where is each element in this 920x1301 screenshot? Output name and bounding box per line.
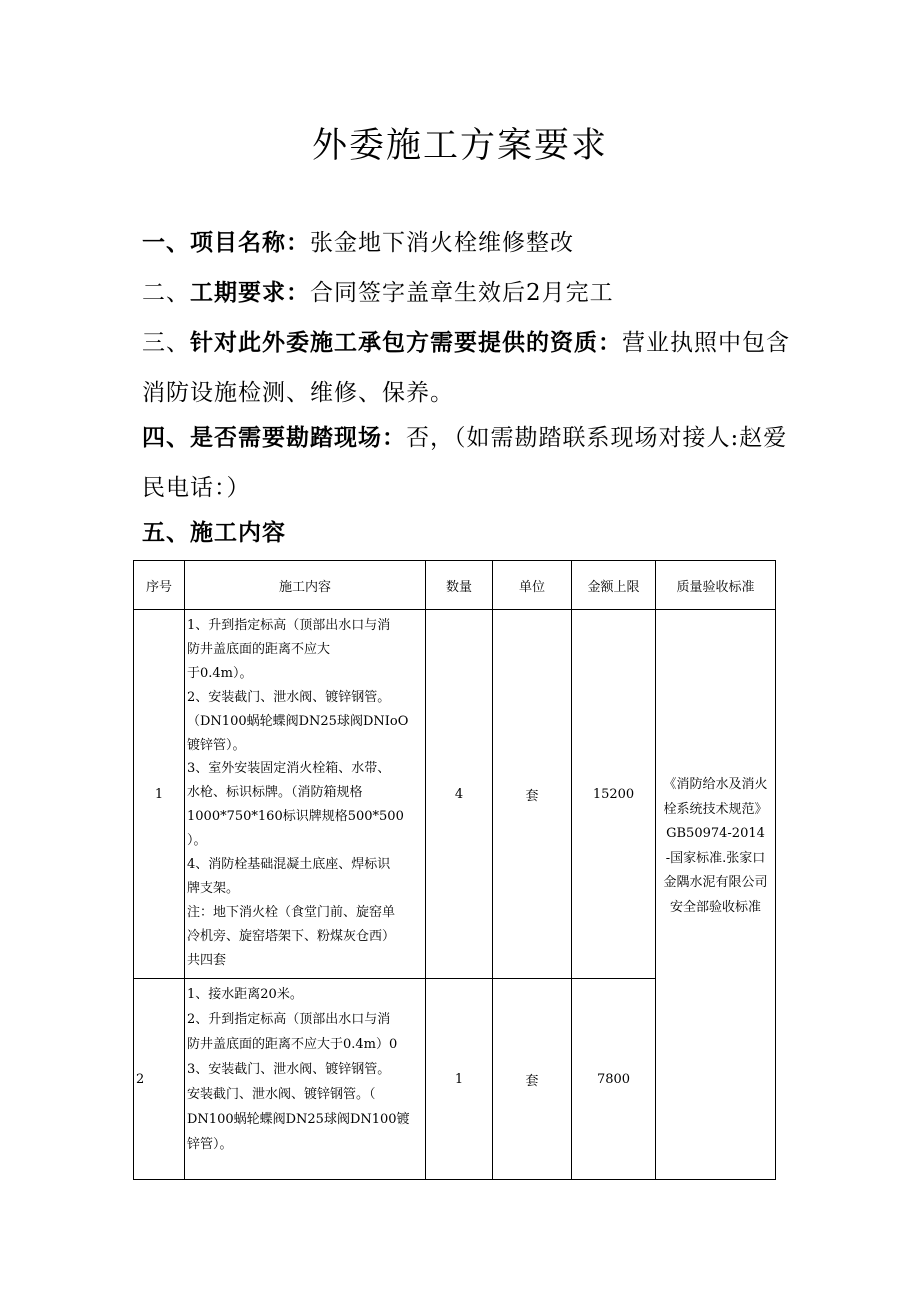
section-label: 针对此外委施工承包方需要提供的资质： xyxy=(190,330,622,356)
section-project-name xyxy=(142,218,802,268)
header-unit: 单位 xyxy=(493,561,572,610)
content-line: 注：地下消火栓（食堂门前、旋窑单 xyxy=(187,904,396,920)
standard-line: 安全部验收标准 xyxy=(669,899,761,915)
content-line: 防井盖底面的距离不应大 xyxy=(187,641,331,657)
standard-line: GB50974-2014 xyxy=(666,826,765,841)
content-line: 防井盖底面的距离不应大于0.4m）0 xyxy=(187,1037,398,1052)
content-line: 牌支架。 xyxy=(187,880,240,896)
section-site-visit xyxy=(142,413,802,513)
cell-limit: 7800 xyxy=(572,979,656,1180)
section-prefix: 二、 xyxy=(142,280,190,306)
cell-standard xyxy=(656,610,776,1180)
section-label: 一、项目名称： xyxy=(142,230,310,256)
cell-seq: 2 xyxy=(134,979,185,1180)
table-row xyxy=(134,610,776,979)
header-content: 施工内容 xyxy=(185,561,426,610)
section-value: 合同签字盖章生效后2月完工 xyxy=(310,280,614,306)
section-value: 否，（如需勘踏联系现场对接人:赵爱民电话：） xyxy=(142,425,788,501)
content-line: 4、消防栓基础混凝土底座、焊标识 xyxy=(187,857,391,873)
header-seq: 序号 xyxy=(134,561,185,610)
standard-line: 栓系统技术规范》 xyxy=(663,801,768,817)
section-qualification xyxy=(142,318,802,418)
table-header-row xyxy=(134,561,776,610)
content-line: 锌管）。 xyxy=(187,1137,233,1152)
content-line: 1000*750*160标识牌规格500*500 xyxy=(187,809,404,825)
cell-content xyxy=(185,610,426,979)
construction-table xyxy=(133,560,776,1180)
content-line: 水枪、标识标牌。（消防箱规格 xyxy=(187,785,363,801)
section-value: 张金地下消火栓维修整改 xyxy=(310,230,574,256)
cell-unit: 套 xyxy=(493,610,572,979)
section-label: 四、是否需要勘踏现场： xyxy=(142,425,406,451)
section-label: 工期要求： xyxy=(190,280,310,306)
cell-qty: 4 xyxy=(426,610,493,979)
content-line: 冷机旁、旋窑塔架下、粉煤灰仓西） xyxy=(187,928,396,944)
cell-seq: 1 xyxy=(134,610,185,979)
content-line: 1、升到指定标高（顶部出水口与消 xyxy=(187,618,391,633)
standard-line: 《消防给水及消火 xyxy=(663,777,768,792)
header-qty: 数量 xyxy=(426,561,493,610)
content-line: 2、安装截门、泄水阀、镀锌钢管。 xyxy=(187,689,391,705)
header-limit: 金额上限 xyxy=(572,561,656,610)
cell-content xyxy=(185,979,426,1180)
content-line: 3、安装截门、泄水阀、镀锌钢管。 xyxy=(187,1062,391,1077)
content-line: 1、接水距离20米。 xyxy=(187,987,303,1002)
section-construction-content xyxy=(142,508,802,558)
content-line: 3、室外安装固定消火栓箱、水带、 xyxy=(187,761,391,777)
content-line: 于0.4m）。 xyxy=(187,665,253,681)
cell-unit: 套 xyxy=(493,979,572,1180)
section-schedule xyxy=(142,268,802,318)
cell-limit: 15200 xyxy=(572,610,656,979)
section-label: 五、施工内容 xyxy=(142,520,286,546)
content-line: DN100蜗轮蝶阀DN25球阀DN100镀 xyxy=(187,1112,410,1127)
content-line: 镀锌管）。 xyxy=(187,737,246,753)
section-value: 营业执照中包含消防设施检测、维修、保养。 xyxy=(142,330,790,406)
content-line: ）。 xyxy=(187,833,207,849)
content-line: （DN100蜗轮蝶阀DN25球阀DNIoO xyxy=(187,713,409,729)
document-title: 外委施工方案要求 xyxy=(311,126,608,166)
content-line: 安装截门、泄水阀、镀锌钢管。（ xyxy=(187,1087,376,1102)
content-line: 共四套 xyxy=(187,952,227,968)
header-standard: 质量验收标准 xyxy=(656,561,776,610)
standard-line: -国家标准.张家口 xyxy=(665,850,766,866)
content-line: 2、升到指定标高（顶部出水口与消 xyxy=(187,1012,391,1027)
cell-qty: 1 xyxy=(426,979,493,1180)
standard-line: 金隅水泥有限公司 xyxy=(663,875,768,890)
section-prefix: 三、 xyxy=(142,330,190,356)
